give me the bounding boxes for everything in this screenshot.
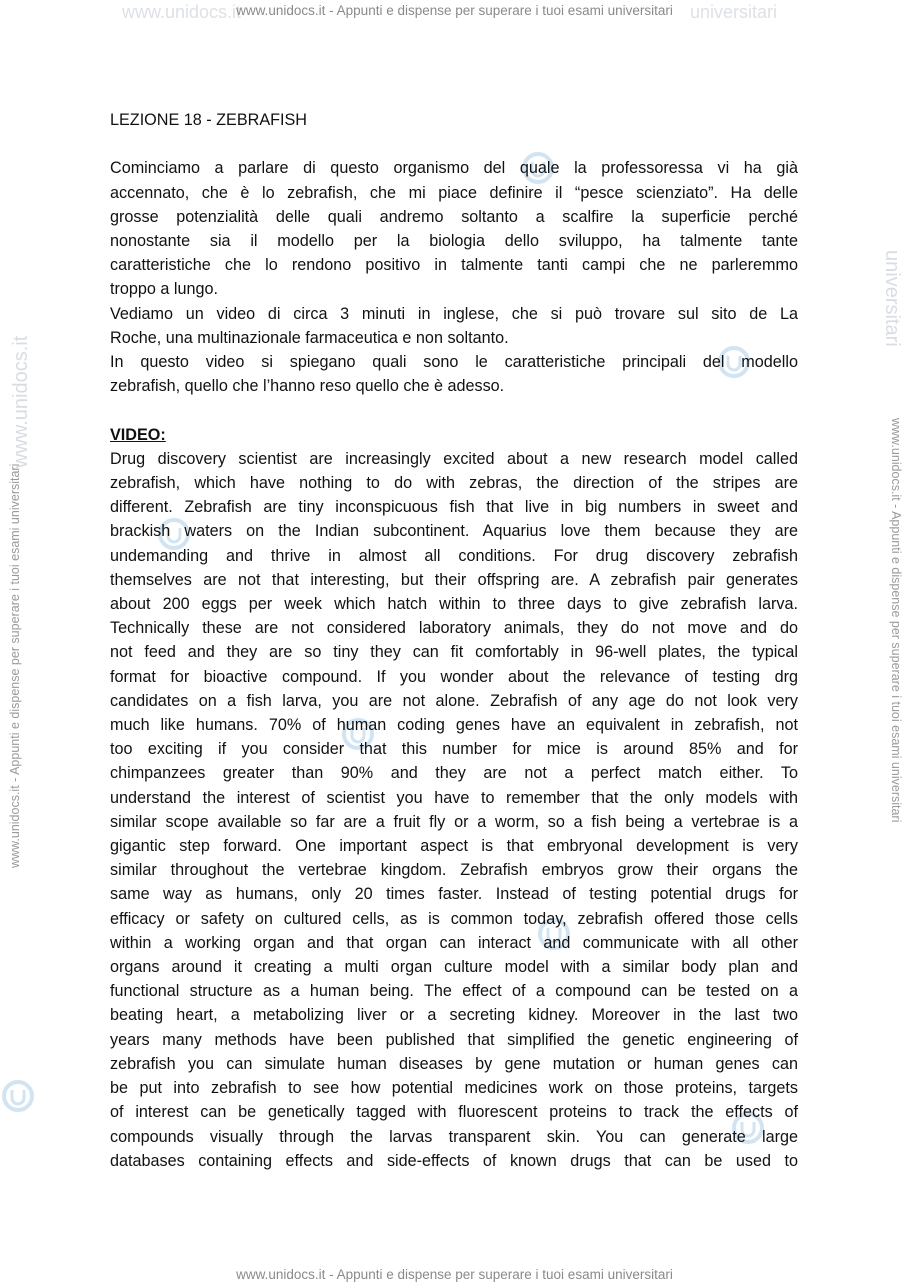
unidocs-logo-icon [0,1078,36,1114]
text-line: beating heart, a metabolizing liver or a secreting kidney. Moreover in the last two [110,1006,798,1025]
text-line: Roche, una multinazionale farmaceutica e non soltanto. [110,328,509,347]
text-line: same way as humans, only 20 times faster. Instead of testing potential drugs for [110,885,798,904]
text-line: troppo a lungo. [110,280,219,299]
text-line: databases containing effects and side-effects of known drugs that can be used to [110,1151,798,1170]
intro-paragraph [110,156,798,301]
text-line: format for bioactive compound. If you wonder about the relevance of testing drg [110,667,798,686]
text-line: undemanding and thrive in almost all conditions. For drug discovery zebrafish [110,546,798,565]
watermark-faint-right: universitari [881,250,903,347]
text-line: similar throughout the vertebrae kingdom. Zebrafish embryos grow their organs the [110,861,798,880]
text-line: compounds visually through the larvas transparent skin. You can generate large [110,1127,798,1146]
text-line: accennato, che è lo zebrafish, che mi piace definire il “pesce scienziato”. Ha delle [110,183,798,202]
watermark-faint-top-right: universitari [690,2,778,22]
text-line: organs around it creating a multi organ culture model with a similar body plan and [110,958,798,977]
watermark-bottom: www.unidocs.it - Appunti e dispense per superare i tuoi esami universitari [236,1267,673,1282]
video-intro-paragraph [110,302,798,350]
text-line: nonostante sia il modello per la biologia dello sviluppo, ha talmente tante [110,232,798,250]
spacer [110,398,798,422]
text-line: of interest can be genetically tagged with fluorescent proteins to track the effects of [110,1103,798,1122]
text-line: zebrafish you can simulate human diseases by gene mutation or human genes can [110,1054,798,1073]
text-line: understand the interest of scientist you have to remember that the only models with [110,788,798,807]
text-line: similar scope available so far are a fruit fly or a worm, so a fish being a vertebrae is a [110,812,798,831]
text-line: years many methods have been published that simplified the genetic engineering of [110,1030,798,1049]
text-line: functional structure as a human being. The effect of a compound can be tested on a [110,982,798,1001]
text-line: Technically these are not considered laboratory animals, they do not move and do [110,619,798,638]
page-title: LEZIONE 18 - ZEBRAFISH [110,111,307,129]
text-line: different. Zebrafish are tiny inconspicuous fish that live in big numbers in sweet and [110,498,798,517]
text-line: In questo video si spiegano quali sono le caratteristiche principali del modello [110,353,798,372]
document-body [110,108,798,1173]
text-line: be put into zebrafish to see how potential medicines work on those proteins, targets [110,1079,798,1098]
watermark-top: www.unidocs.it - Appunti e dispense per superare i tuoi esami universitari [236,3,673,18]
text-line: efficacy or safety on cultured cells, as is common today, zebrafish offered those cells [110,909,798,928]
text-line: gigantic step forward. One important aspect is that embryonal development is very [110,837,798,856]
watermark-side-right: www.unidocs.it - Appunti e dispense per superare i tuoi esami universitari [889,418,903,823]
text-line: Cominciamo a parlare di questo organismo del quale la professoressa vi ha già [110,159,798,178]
video-section [110,423,798,1173]
text-line: grosse potenzialità delle quali andremo soltanto a scalfire la superficie perché [110,207,798,226]
video-transcript [110,447,798,1173]
text-line: much like humans. 70% of human coding genes have an equivalent in zebrafish, not [110,716,798,735]
text-line: not feed and they are so tiny they can fit comfortably in 96-well plates, the typical [110,643,798,662]
text-line: brackish waters on the Indian subcontinent. Aquarius love them because they are [110,522,798,541]
text-line: Vediamo un video di circa 3 minuti in inglese, che si può trovare sul sito de La [110,304,798,323]
spacer [110,132,798,156]
text-line: chimpanzees greater than 90% and they are not a perfect match either. To [110,764,798,783]
text-line: about 200 eggs per week which hatch within to three days to give zebrafish larva. [110,595,798,614]
explain-paragraph [110,350,798,398]
video-heading: VIDEO: [110,425,166,444]
text-line: candidates on a fish larva, you are not alone. Zebrafish of any age do not look very [110,691,798,710]
text-line: zebrafish, which have nothing to do with zebras, the direction of the stripes are [110,474,798,493]
watermark-faint-left: www.unidocs.it [10,335,32,468]
text-line: too exciting if you consider that this number for mice is around 85% and for [110,740,798,759]
text-line: within a working organ and that organ can interact and communicate with all other [110,933,798,952]
text-line: caratteristiche che lo rendono positivo in talmente tanti campi che ne parleremmo [110,256,798,275]
watermark-side-left: www.unidocs.it - Appunti e dispense per superare i tuoi esami universitari [8,463,22,868]
watermark-faint-top-left: www.unidocs.it [122,2,242,22]
text-line: zebrafish, quello che l’hanno reso quello che è adesso. [110,377,505,396]
text-line: themselves are not that interesting, but their offspring are. A zebrafish pair generates [110,570,798,589]
text-line: Drug discovery scientist are increasingly excited about a new research model called [110,449,798,468]
